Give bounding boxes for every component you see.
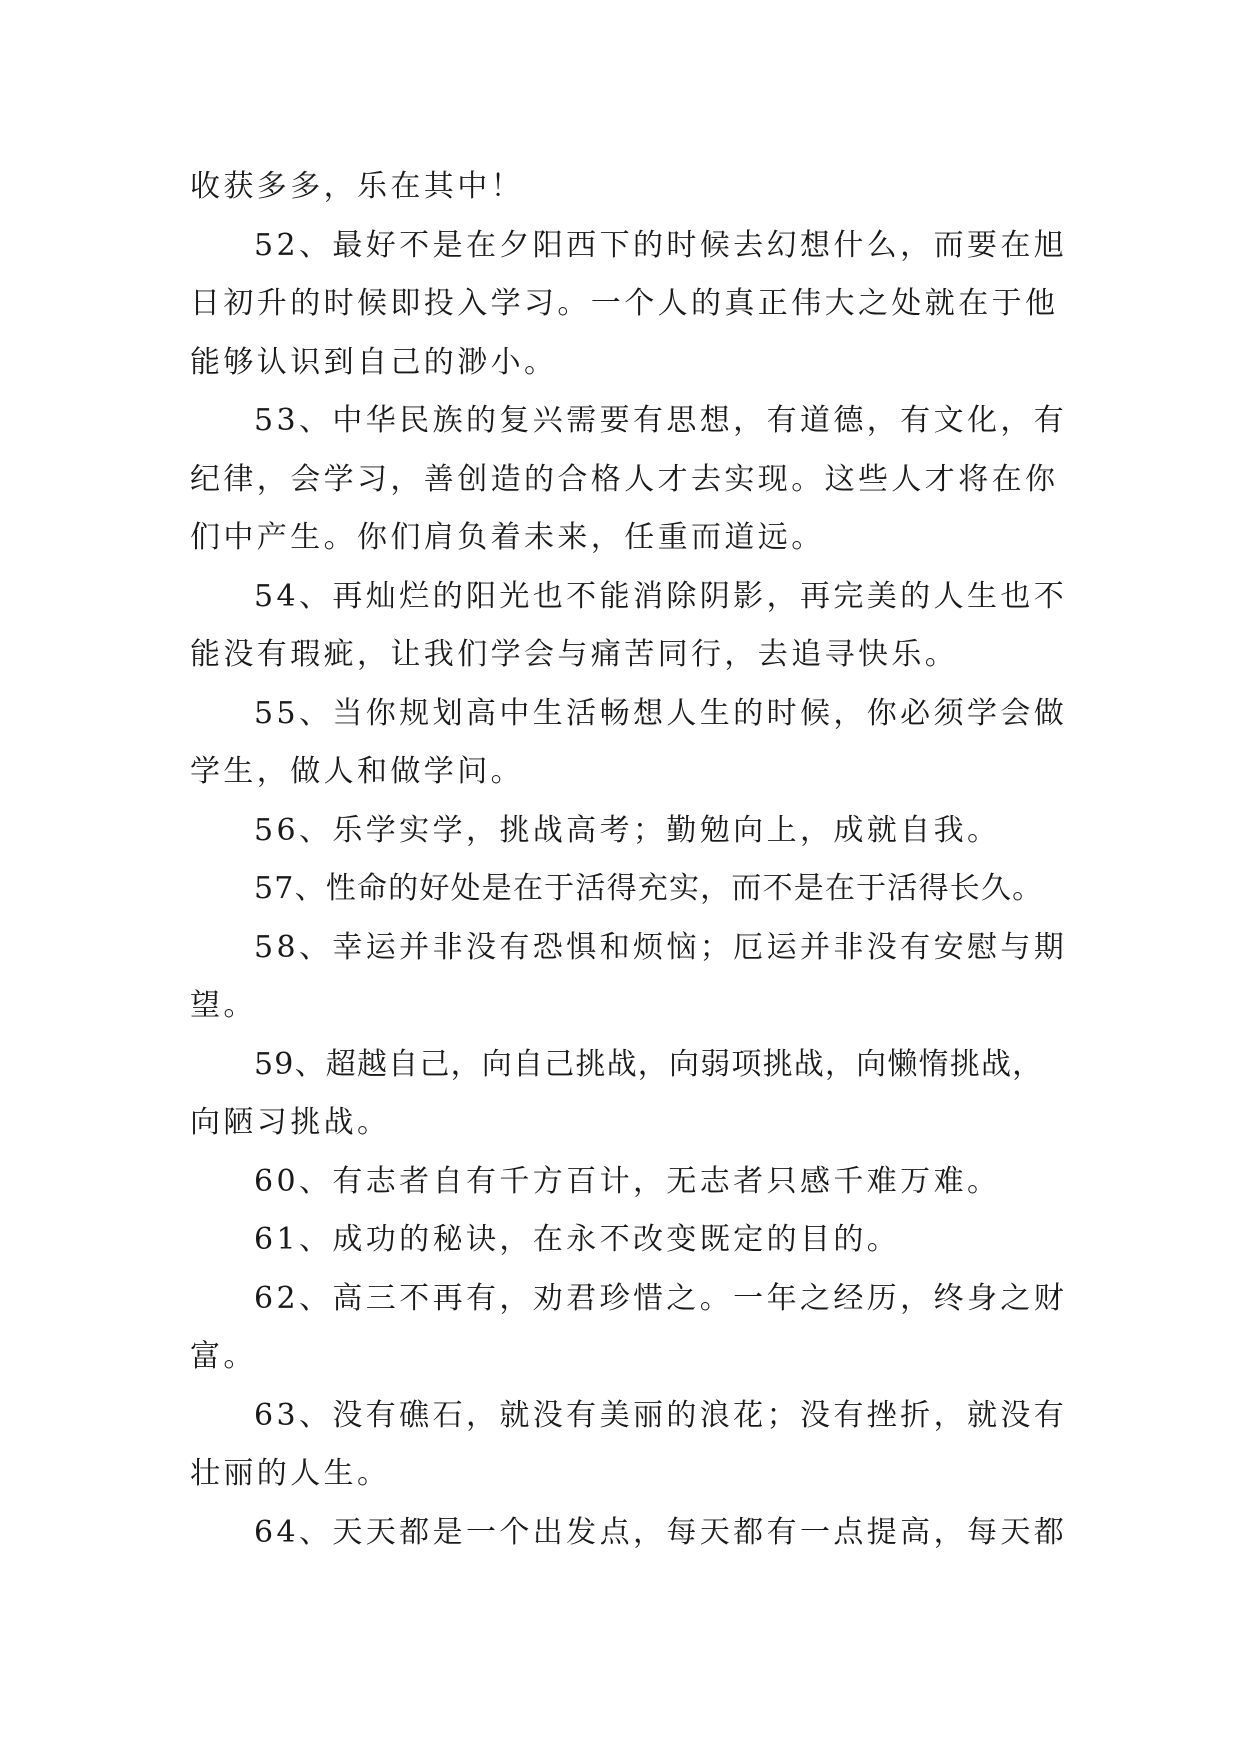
text-line: 57、性命的好处是在于活得充实，而不是在于活得长久。: [254, 871, 1044, 906]
text-line: 59、超越自己，向自己挑战，向弱项挑战，向懒惰挑战，: [254, 1046, 1044, 1082]
text-line: 能够认识到自己的渺小。: [190, 344, 558, 380]
text-line: 54、再灿烂的阳光也不能消除阴影，再完美的人生也不: [254, 578, 1068, 614]
text-line: 壮丽的人生。: [190, 1456, 391, 1491]
text-line: 58、幸运并非没有恐惧和烦恼；厄运并非没有安慰与期: [254, 929, 1068, 965]
text-line: 学生，做人和做学问。: [190, 754, 524, 789]
paragraph-55: [190, 685, 1068, 802]
paragraph-58: [190, 919, 1068, 1036]
text-line: 63、没有礁石，就没有美丽的浪花；没有挫折，就没有: [254, 1397, 1068, 1433]
paragraph-52: [190, 217, 1068, 393]
paragraph-63: [190, 1387, 1068, 1504]
text-line: 纪律，会学习，善创造的合格人才去实现。这些人才将在你: [190, 461, 1059, 497]
text-line: 富。: [190, 1339, 257, 1374]
text-line: 能没有瑕疵，让我们学会与痛苦同行，去追寻快乐。: [190, 637, 959, 672]
paragraph-53: [190, 392, 1068, 568]
text-line: 64、天天都是一个出发点，每天都有一点提高，每天都: [254, 1514, 1068, 1550]
paragraph-57: [190, 860, 1052, 919]
text-line: 61、成功的秘诀，在永不改变既定的目的。: [254, 1222, 901, 1257]
text-line: 60、有志者自有千方百计，无志者只感千难万难。: [254, 1163, 1001, 1199]
paragraph-61: [190, 1211, 1052, 1270]
paragraph-62: [190, 1270, 1068, 1387]
text-line: 52、最好不是在夕阳西下的时候去幻想什么，而要在旭: [254, 227, 1068, 263]
document-body: [190, 158, 1068, 1562]
paragraph-54: [190, 568, 1068, 685]
text-line: 53、中华民族的复兴需要有思想，有道德，有文化，有: [254, 403, 1068, 438]
paragraph-intro: [190, 158, 1052, 217]
paragraph-59: [190, 1036, 1052, 1153]
text-line: 收获多多，乐在其中！: [190, 169, 524, 204]
text-line: 们中产生。你们肩负着未来，任重而道远。: [190, 520, 825, 555]
text-line: 日初升的时候即投入学习。一个人的真正伟大之处就在于他: [190, 286, 1059, 321]
paragraph-56: [190, 802, 1052, 861]
paragraph-64: [190, 1504, 1068, 1563]
text-line: 55、当你规划高中生活畅想人生的时候，你必须学会做: [254, 695, 1068, 731]
text-line: 56、乐学实学，挑战高考；勤勉向上，成就自我。: [254, 812, 1001, 848]
paragraph-60: [190, 1153, 1052, 1212]
text-line: 62、高三不再有，劝君珍惜之。一年之经历，终身之财: [254, 1280, 1068, 1316]
text-line: 望。: [190, 988, 257, 1023]
text-line: 向陋习挑战。: [190, 1105, 391, 1140]
